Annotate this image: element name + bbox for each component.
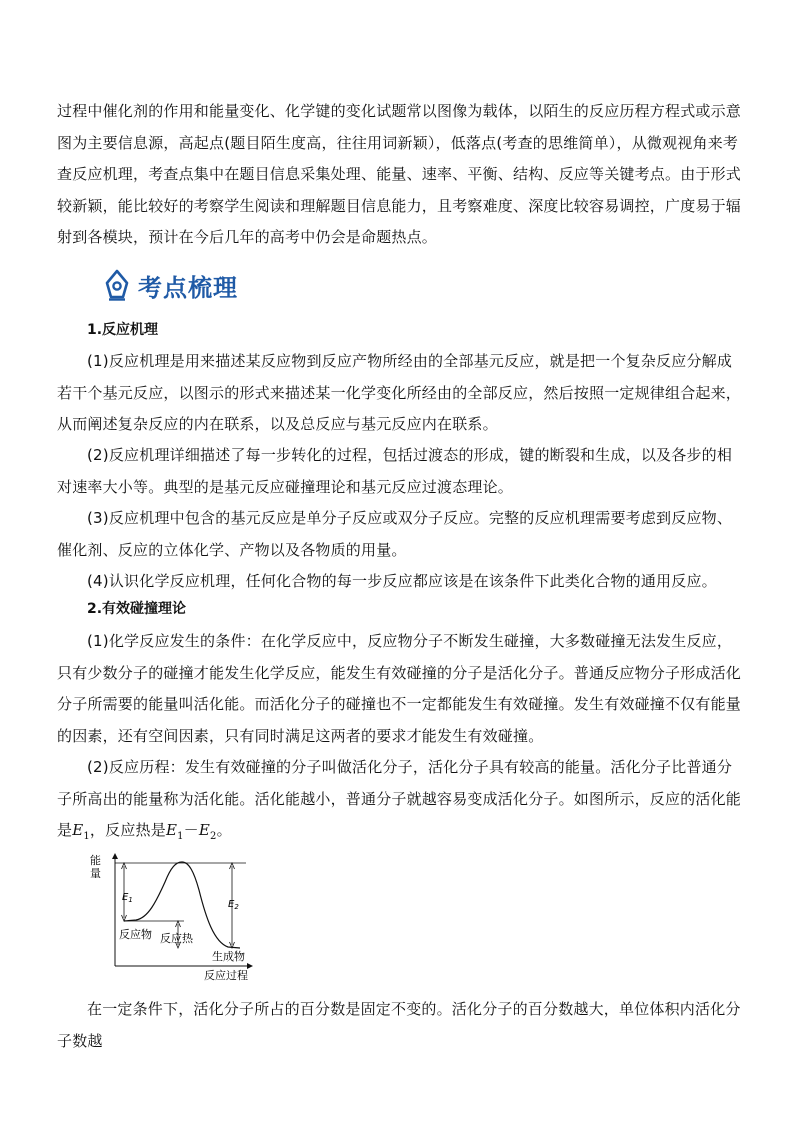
reactant-label: 反应物 [119,928,152,941]
intro-paragraph: 过程中催化剂的作用和能量变化、化学键的变化试题常以图像为载体，以陌生的反应历程方程式或示意图为主要信息源，高起点(题目陌生度高，往往用词新颖），低落点(考查的思维简单），从微观视角来考查反应机理，考查点集中在题目信息采集处理、能量、速率、平衡、结构、反应等关键考点。由于形式较新颖，能比较好的考察学生阅读和理解题目信息能力，且考察难度、深度比较容易调控，广度易于辐射到各模块，预计在今后几年的高考中仍会是命题热点。 [57,102,742,246]
s2-paragraph-2-text: (2)反应历程：发生有效碰撞的分子叫做活化分子，活化分子具有较高的能量。活化分子比普通分子所高出的能量称为活化能。活化能越小，普通分子就越容易变成活化分子。如图所示，反应的活化能是 [57,758,742,839]
y-axis-label-2: 量 [90,867,101,880]
subsection-title-1: 1.反应机理 [87,322,159,338]
s1-paragraph-3: (3)反应机理中包含的基元反应是单分子反应或双分子反应。完整的反应机理需要考虑到反应物、催化剂、反应的立体化学、产物以及各物质的用量。 [57,509,733,559]
s2-paragraph-2-end: 。 [216,821,232,839]
s1-paragraph-2: (2)反应机理详细描述了每一步转化的过程，包括过渡态的形成，键的断裂和生成，以及各步的相对速率大小等。典型的是基元反应碰撞理论和基元反应过渡态理论。 [57,446,733,496]
x-axis-label: 反应过程 [204,969,248,982]
pen-nib-icon [104,269,130,301]
tail-paragraph: 在一定条件下，活化分子所占的百分数是固定不变的。活化分子的百分数越大，单位体积内活化分子数越 [57,1000,741,1050]
subsection-title-2: 2.有效碰撞理论 [87,601,187,617]
s2-paragraph-1: (1)化学反应发生的条件：在化学反应中，反应物分子不断发生碰撞，大多数碰撞无法发生反应，只有少数分子的碰撞才能发生化学反应，能发生有效碰撞的分子是活化分子。普通反应物分子形成活化分子所需要的能量叫活化能。而活化分子的碰撞也不一定都能发生有效碰撞。发生有效碰撞不仅有能量的因素，还有空间因素，只有同时满足这两者的要求才能发生有效碰撞。 [57,632,742,745]
s1-paragraph-4: (4)认识化学反应机理，任何化合物的每一步反应都应该是在该条件下此类化合物的通用反应。 [87,572,717,590]
y-axis-label-1: 能 [90,854,101,867]
e1-label: $E_1$ [122,892,133,904]
formula-e1: $E_1$ [72,821,90,842]
product-label: 生成物 [212,950,245,963]
section-title: 考点梳理 [138,273,238,302]
s2-paragraph-2 [57,752,741,853]
section-heading [104,268,238,302]
s2-paragraph-2-mid: ，反应热是 [89,821,166,839]
energy-profile-diagram [88,850,258,982]
s1-paragraph-1: (1)反应机理是用来描述某反应物到反应产物所经由的全部基元反应，就是把一个复杂反应分解成若干个基元反应，以图示的形式来描述某一化学变化所经由的全部反应，然后按照一定规律组合起来，从而阐述复杂反应的内在联系，以及总反应与基元反应内在联系。 [57,352,742,433]
formula-e1-minus-e2: $E_1-E_2$ [165,821,217,842]
reaction-heat-label: 反应热 [160,932,193,945]
e2-label: $E_2$ [228,899,239,911]
